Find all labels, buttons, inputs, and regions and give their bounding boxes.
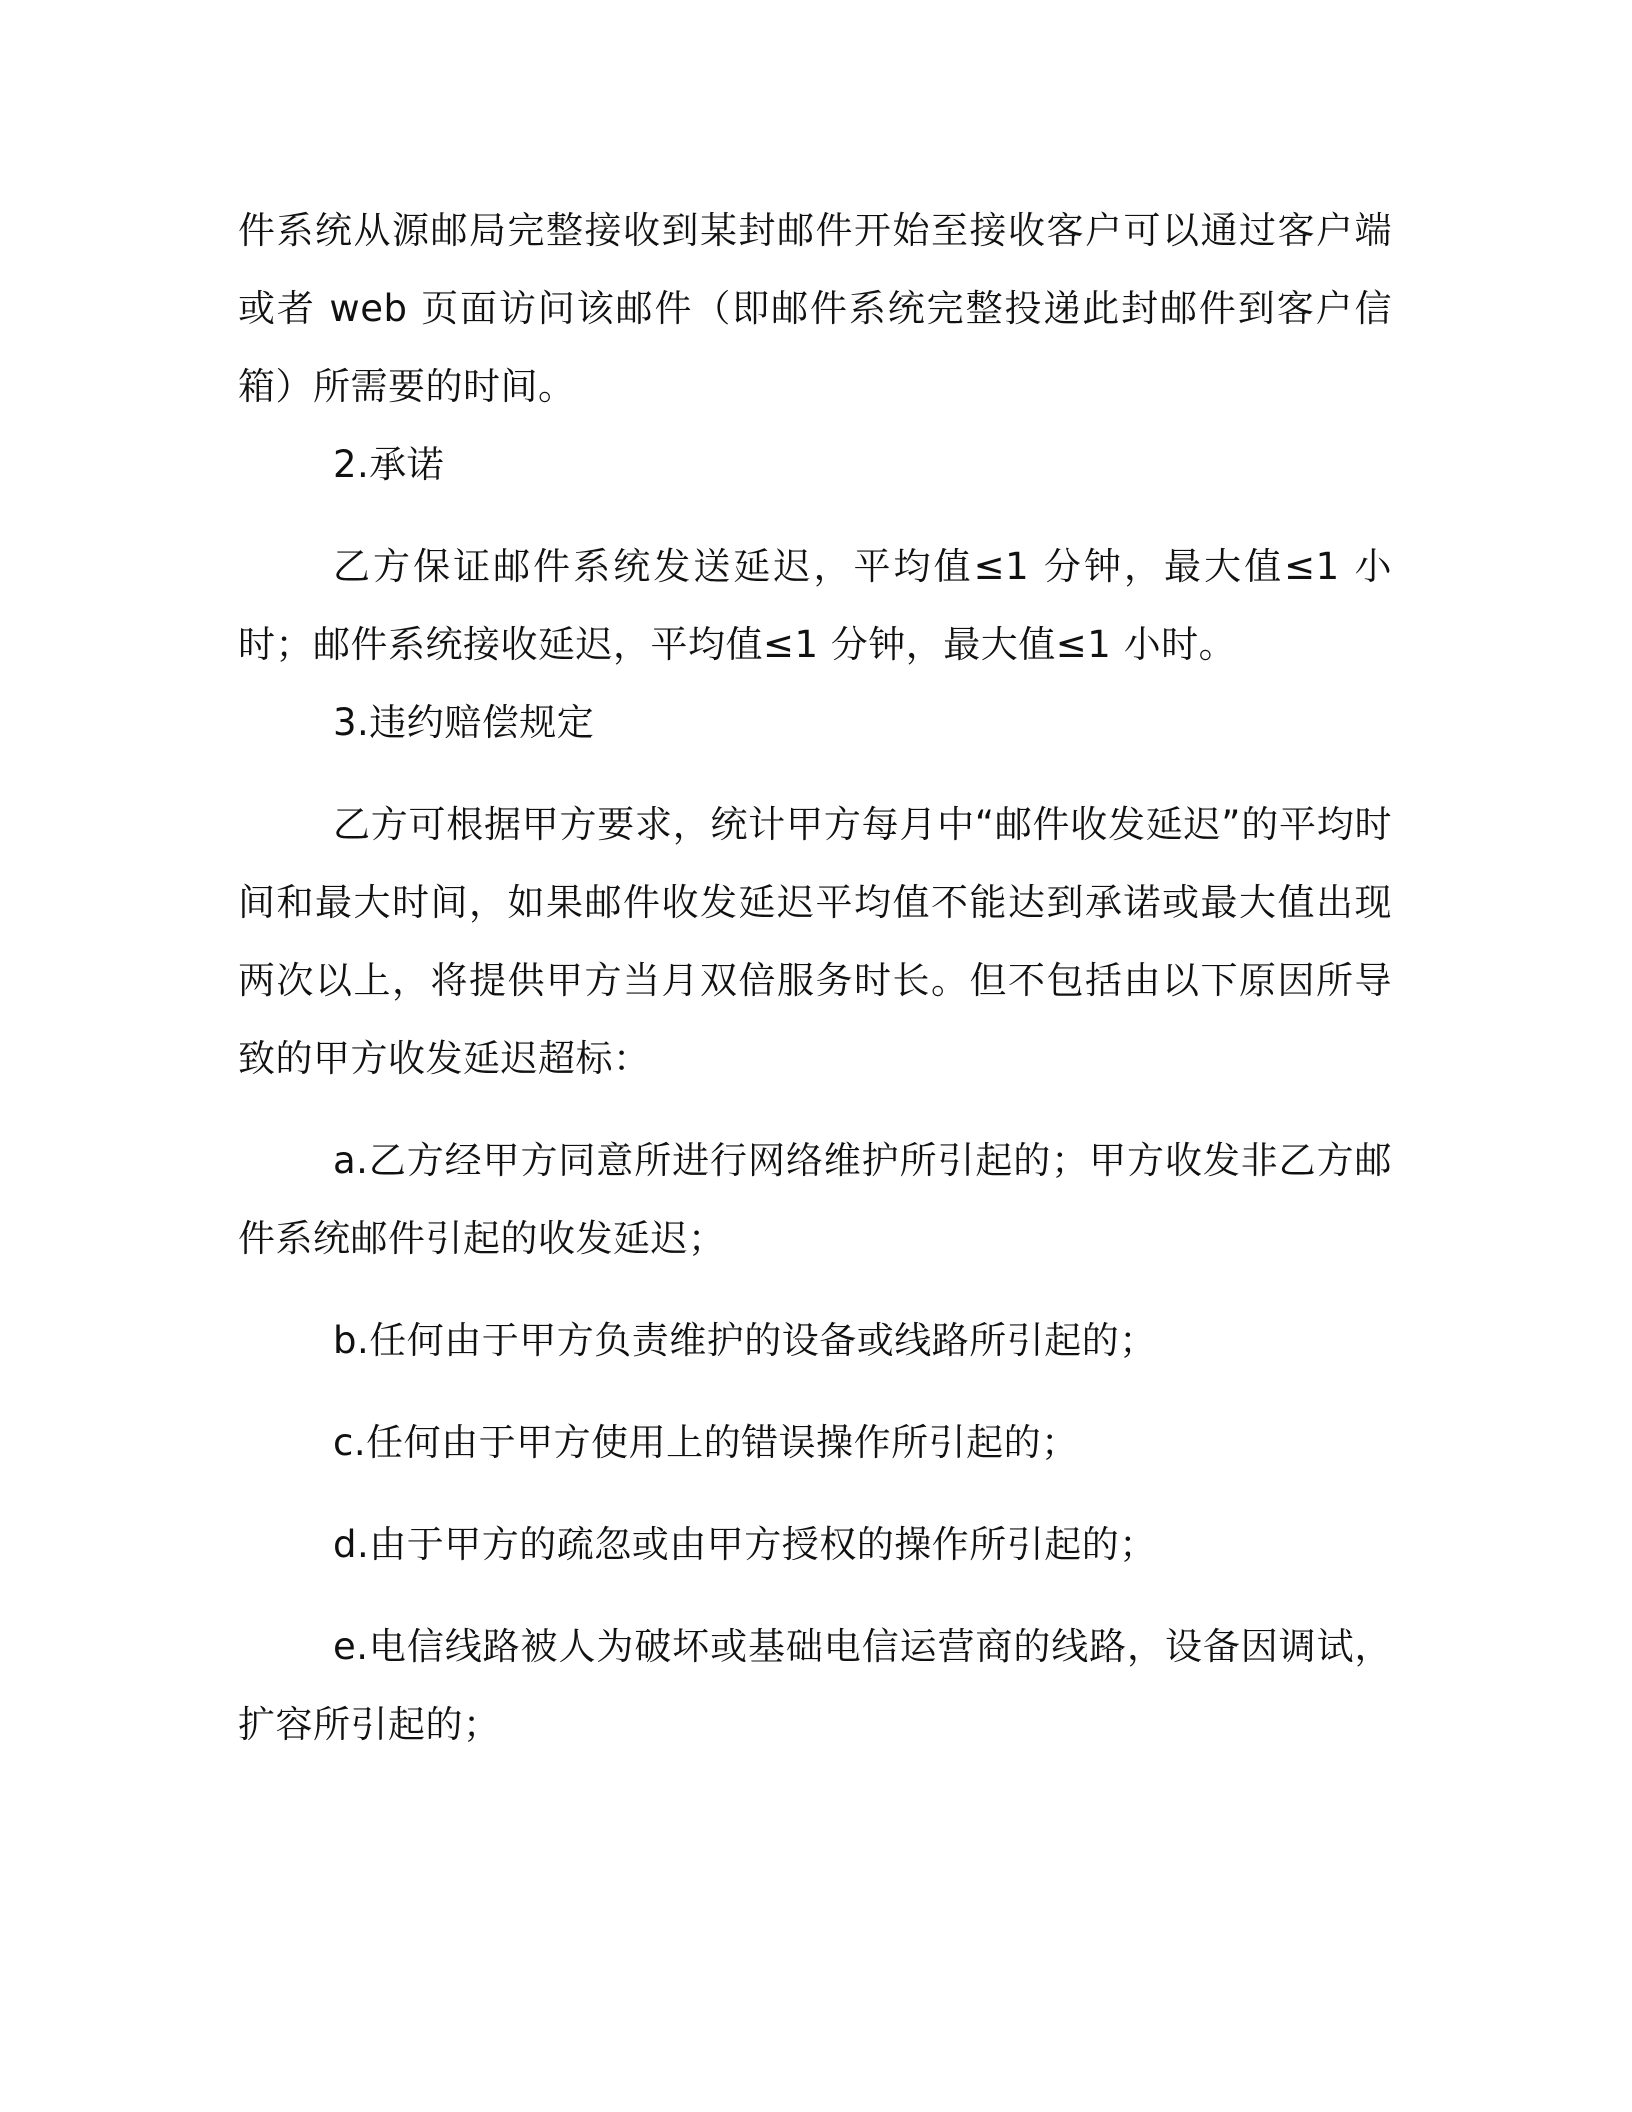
list-item-a: a.乙方经甲方同意所进行网络维护所引起的；甲方收发非乙方邮件系统邮件引起的收发延迟； <box>238 1139 1392 1260</box>
section-heading-compensation: 3.违约赔偿规定 <box>333 701 595 744</box>
paragraph-commitment: 乙方保证邮件系统发送延迟，平均值≤1 分钟，最大值≤1 小时；邮件系统接收延迟，平均值≤1 分钟，最大值≤1 小时。 <box>238 545 1392 666</box>
section-heading-commitment: 2.承诺 <box>333 443 445 486</box>
list-item-b: b.任何由于甲方负责维护的设备或线路所引起的； <box>333 1319 1157 1362</box>
document-body <box>238 192 1392 1764</box>
list-item-c: c.任何由于甲方使用上的错误操作所引起的； <box>333 1421 1079 1464</box>
list-item-e: e.电信线路被人为破坏或基础电信运营商的线路，设备因调试，扩容所引起的； <box>238 1625 1392 1746</box>
list-item-d: d.由于甲方的疏忽或由甲方授权的操作所引起的； <box>333 1523 1157 1566</box>
paragraph-delivery-time-definition: 件系统从源邮局完整接收到某封邮件开始至接收客户可以通过客户端或者 web 页面访问该邮件（即邮件系统完整投递此封邮件到客户信箱）所需要的时间。 <box>238 209 1392 408</box>
paragraph-compensation: 乙方可根据甲方要求，统计甲方每月中“邮件收发延迟”的平均时间和最大时间，如果邮件收发延迟平均值不能达到承诺或最大值出现两次以上，将提供甲方当月双倍服务时长。但不包括由以下原因所导致的甲方收发延迟超标： <box>238 803 1392 1080</box>
